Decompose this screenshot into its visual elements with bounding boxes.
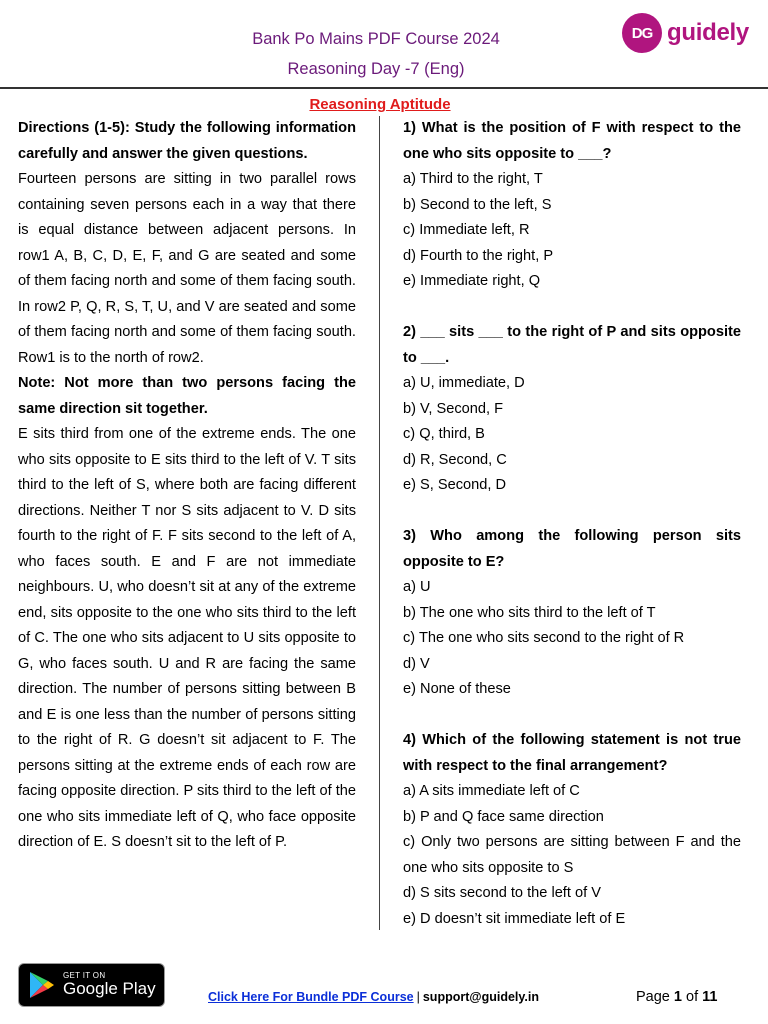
answer-option: d) S sits second to the left of V (403, 885, 601, 901)
page-number (636, 989, 717, 1005)
header-divider (0, 87, 768, 89)
puzzle-paragraph: E sits third from one of the extreme ends. The one who sits opposite to E sits third to the left of V. T sits third to the left of S, where both are facing different directions. Neither T nor S sits adjacent to V. D sits fourth to the right of F. F sits second to the left of A, who faces south. E and F are not immediate neighbours. U, who doesn’t sit at any of the extreme end, sits opposite to the one who sits third to the left of C. The one who sits adjacent to U sits opposite to G, who faces south. U and R are facing the same direction. The number of persons sitting between B and E is one less than the number of persons sitting to the right of R. G doesn’t sit adjacent to F. The persons sitting at the extreme ends of each row are facing opposite direction. P sits third to the left of the one who sits immediate left of Q, who face opposite direction of E. S doesn’t sit to the left of P. (18, 426, 357, 850)
badge-small-text: GET IT ON (63, 971, 106, 980)
page-prefix: Page (636, 989, 670, 1005)
answer-option: c) Immediate left, R (403, 222, 530, 238)
question-block (403, 116, 741, 295)
google-play-badge[interactable] (18, 963, 165, 1007)
answer-option: b) V, Second, F (403, 400, 504, 417)
answer-option: a) A sits immediate left of C (403, 783, 580, 799)
question-text: 4) Which of the following statement is not true with respect to the final arrangement? (403, 732, 741, 774)
google-play-icon (29, 971, 55, 999)
page-of: of (686, 989, 699, 1005)
bundle-course-link[interactable]: Click Here For Bundle PDF Course (208, 990, 414, 1004)
document-title: Bank Po Mains PDF Course 2024 (252, 30, 500, 48)
answer-option: e) S, Second, D (403, 477, 507, 493)
logo-text: guidely (667, 19, 749, 46)
spacer (403, 499, 741, 525)
badge-big-text: Google Play (63, 979, 156, 998)
answer-option: c) Q, third, B (403, 426, 485, 442)
guidely-logo (622, 13, 749, 53)
document-subtitle: Reasoning Day -7 (Eng) (287, 60, 465, 78)
intro-paragraph: Fourteen persons are sitting in two parallel rows containing seven persons each in a way that there is equal distance between adjacent persons. In row1 A, B, C, D, E, F, and G are seated and some of them facing north and some of them facing south. In row2 P, Q, R, S, T, U, and V are seated and some of them facing north and some of them facing south. Row1 is to the north of row2. (18, 171, 356, 366)
answer-option: a) U, immediate, D (403, 375, 525, 391)
answer-option: a) U (403, 579, 431, 595)
answer-option: b) The one who sits third to the left of T (403, 604, 656, 621)
left-column (18, 116, 356, 856)
answer-option: e) Immediate right, Q (403, 273, 541, 289)
footer-links (208, 990, 539, 1004)
right-column (403, 116, 741, 932)
question-block (403, 524, 741, 703)
answer-option: b) Second to the left, S (403, 196, 552, 213)
question-text: 3) Who among the following person sits opposite to E? (403, 528, 741, 570)
answer-option: c) The one who sits second to the right of R (403, 630, 685, 646)
question-text: 2) ___ sits ___ to the right of P and sits opposite to ___. (403, 324, 741, 366)
answer-option: c) Only two persons are sitting between F and the one who sits opposite to S (403, 834, 741, 876)
question-block (403, 728, 741, 932)
page-total: 11 (702, 989, 718, 1005)
footer-separator: | (416, 990, 420, 1004)
answer-option: b) P and Q face same direction (403, 808, 604, 825)
column-divider (379, 116, 380, 930)
question-text: 1) What is the position of F with respect to the one who sits opposite to ___? (403, 120, 741, 162)
question-block (403, 320, 741, 499)
answer-option: d) Fourth to the right, P (403, 247, 554, 264)
page-current: 1 (673, 989, 682, 1005)
spacer (403, 295, 741, 321)
directions-text: Directions (1-5): Study the following information carefully and answer the given questions. (18, 120, 356, 162)
answer-option: d) V (403, 655, 430, 672)
answer-option: e) D doesn’t sit immediate left of E (403, 910, 626, 927)
support-email: support@guidely.in (422, 990, 539, 1004)
note-text: Note: Not more than two persons facing the same direction sit together. (18, 375, 356, 417)
answer-option: e) None of these (403, 681, 511, 697)
google-play-text (63, 971, 156, 999)
spacer (403, 703, 741, 729)
logo-mark-icon: DG (622, 13, 662, 53)
answer-option: a) Third to the right, T (403, 171, 543, 187)
answer-option: d) R, Second, C (403, 451, 507, 468)
section-title: Reasoning Aptitude (309, 96, 451, 113)
